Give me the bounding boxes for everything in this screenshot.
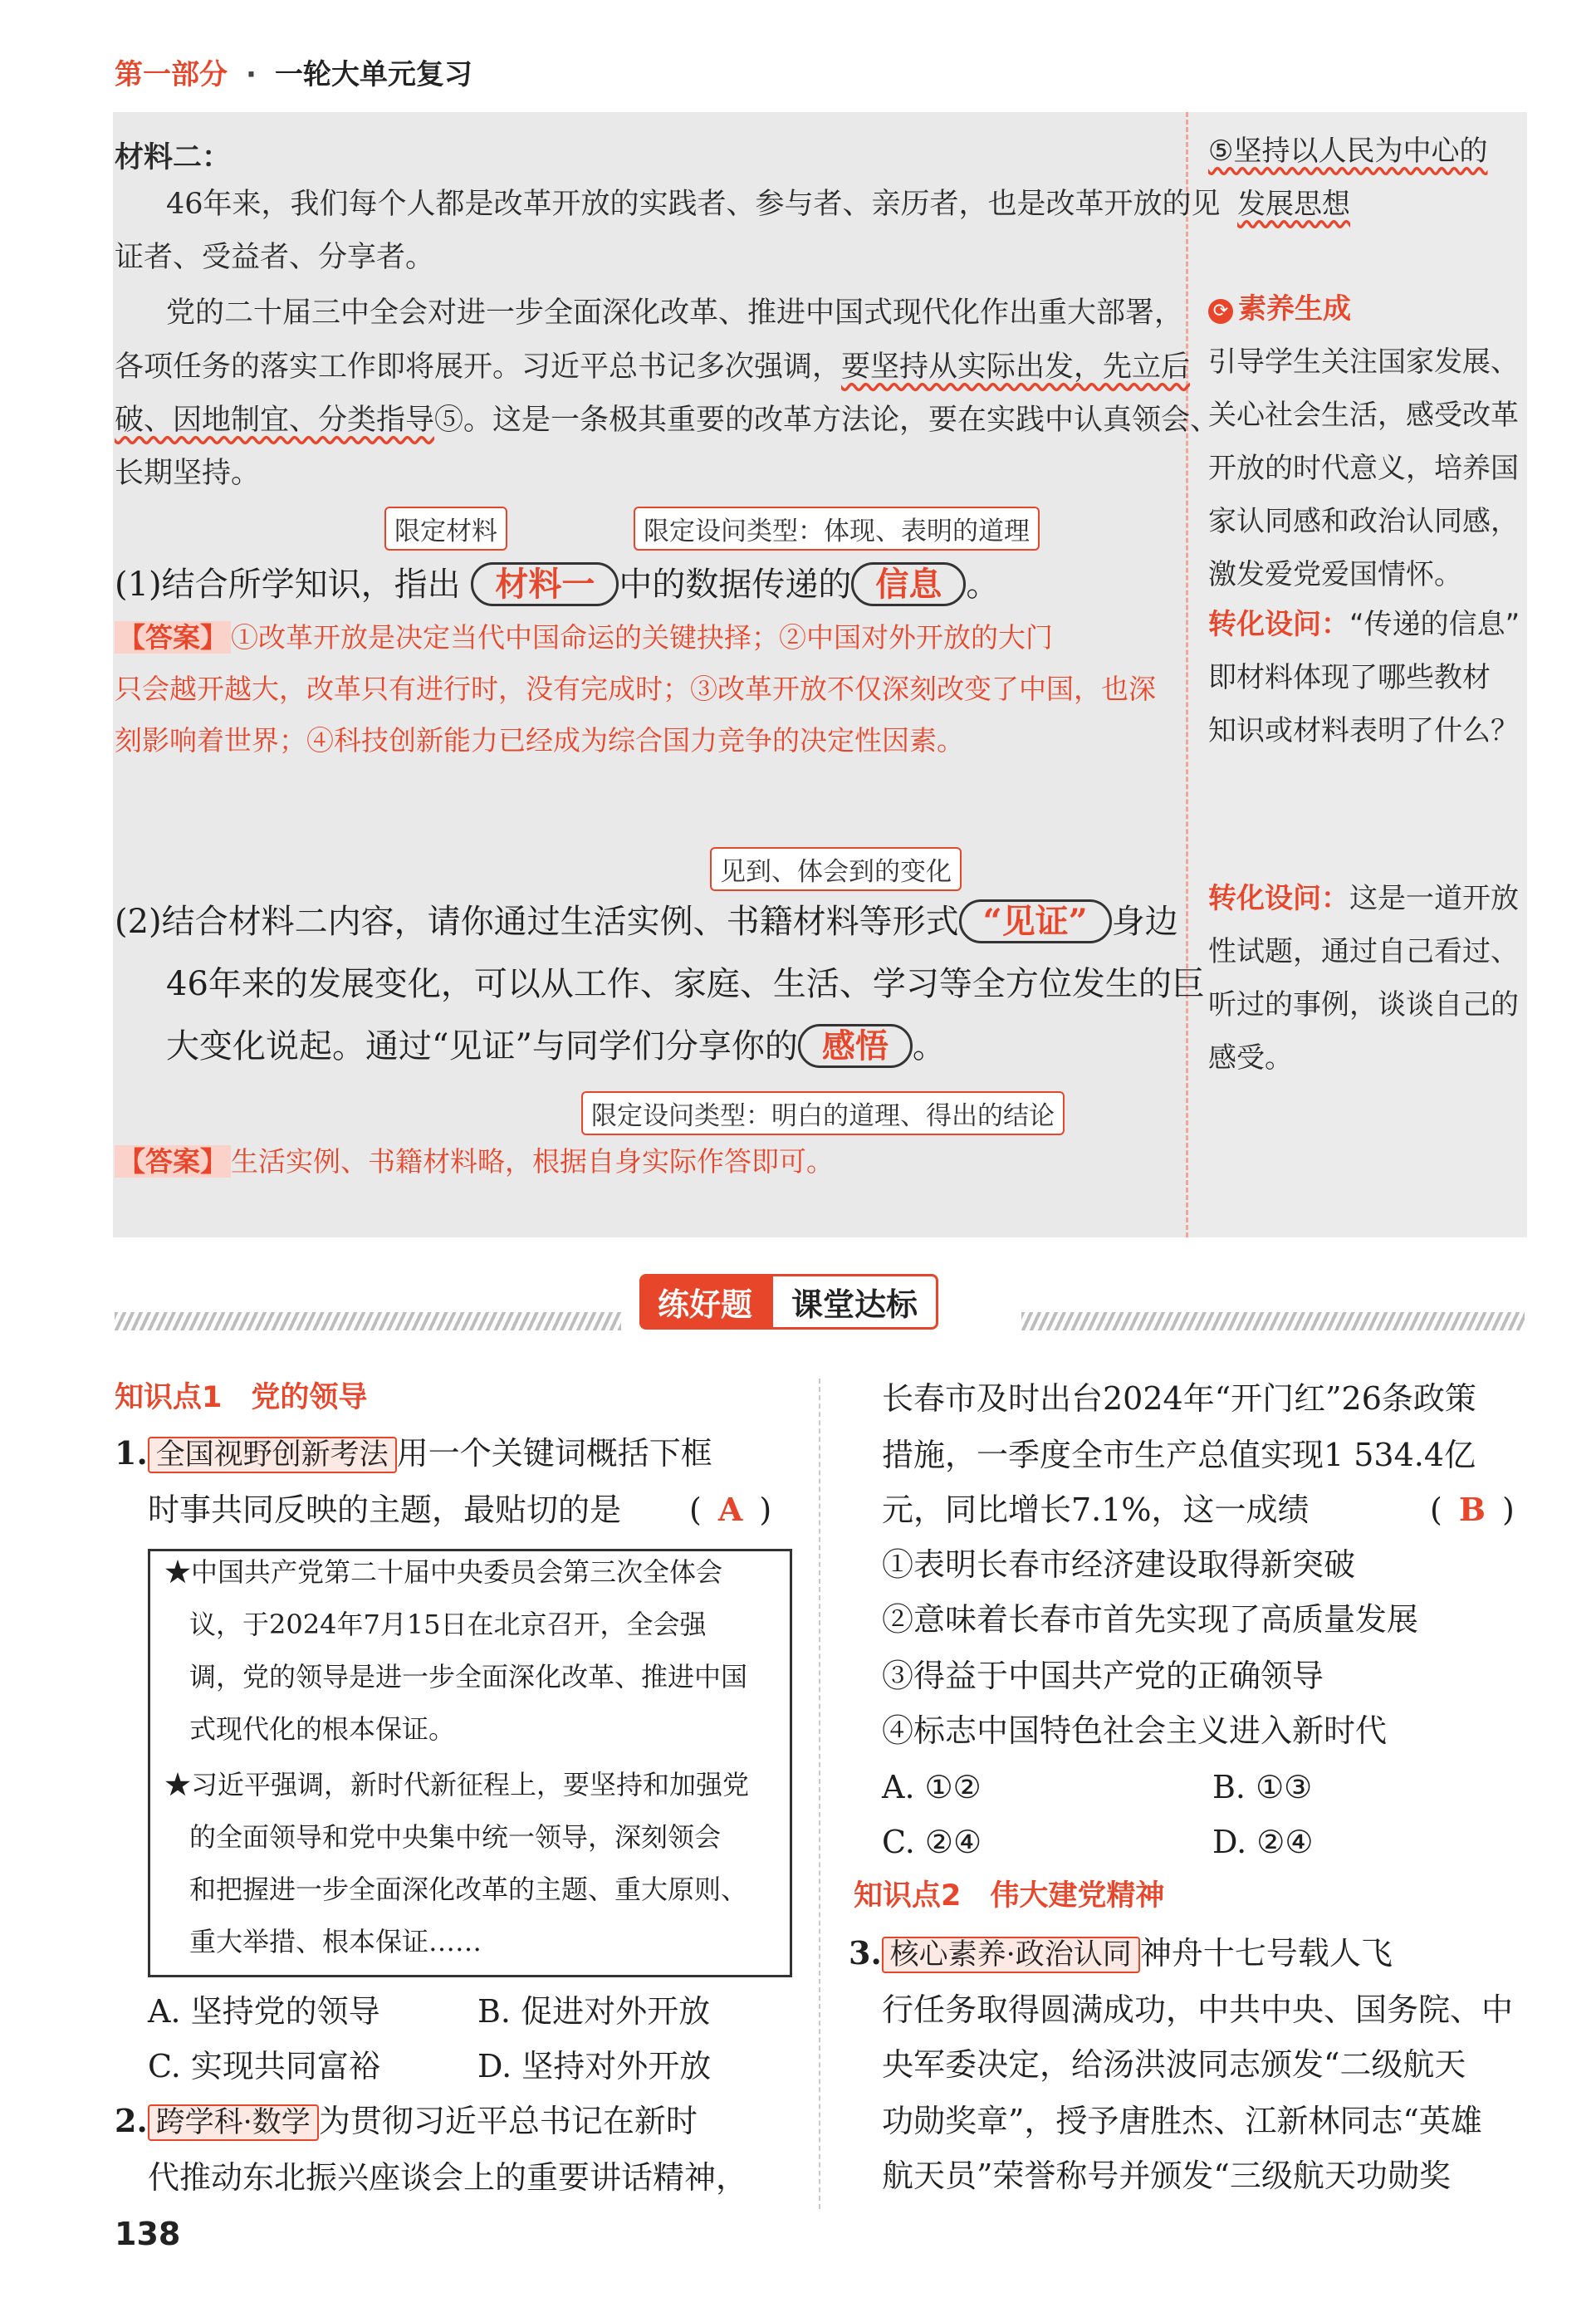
mc-question-3-line3: 央军委决定，给汤洪波同志颁发“二级航天 bbox=[882, 2046, 1466, 2083]
question-1-text-a: (1)结合所学知识，指出 bbox=[115, 566, 461, 604]
mc-question-2-line5: 元，同比增长7.1%，这一成绩 bbox=[882, 1492, 1310, 1528]
mc-question-2-line2: 代推动东北振兴座谈会上的重要讲话精神， bbox=[148, 2159, 748, 2196]
knowledge-point-1: 知识点1 党的领导 bbox=[115, 1381, 368, 1414]
mc-question-2-line4: 措施，一季度全市生产总值实现1 534.4亿 bbox=[882, 1437, 1476, 1473]
annotation-limit-question-type: 限定设问类型：体现、表明的道理 bbox=[634, 507, 1040, 551]
mc-question-3-line4: 功勋奖章”，授予唐胜杰、江新林同志“英雄 bbox=[882, 2103, 1482, 2139]
mc-question-2-option-d[interactable]: D. ②④ bbox=[1212, 1824, 1314, 1860]
material-key-phrase-a: 要坚持从实际出发，先立后 bbox=[841, 350, 1191, 384]
sidebar-note-5-line1 bbox=[1208, 125, 1487, 178]
conversion-2-label: 转化设问： bbox=[1208, 882, 1349, 915]
circled-keyword-info: 信息 bbox=[851, 562, 966, 606]
column-divider bbox=[819, 1379, 820, 2209]
conversion-1-line1 bbox=[1208, 598, 1520, 651]
sidebar-note-5-line2 bbox=[1237, 178, 1350, 231]
mc-question-2-option-a[interactable]: A. ①② bbox=[882, 1769, 982, 1805]
literacy-line5: 激发爱党爱国情怀。 bbox=[1208, 558, 1462, 591]
material-para2-line2-a: 各项任务的落实工作即将展开。习近平总书记多次强调， bbox=[115, 350, 842, 384]
mc-question-2-line3: 长春市及时出台2024年“开门红”26条政策 bbox=[882, 1380, 1476, 1417]
conversion-1-text: “传递的信息” bbox=[1349, 608, 1520, 641]
news-box-line3: 调，党的领导是进一步全面深化改革、推进中国 bbox=[189, 1661, 748, 1692]
question-2-text-c: 大变化说起。通过“见证”与同学们分享你的 bbox=[166, 1027, 798, 1065]
circled-keyword-feeling: 感悟 bbox=[798, 1024, 913, 1068]
question-1 bbox=[115, 553, 999, 616]
banner-left: 练好题 bbox=[639, 1274, 771, 1330]
page-header bbox=[115, 51, 472, 92]
banner-stripe-right bbox=[1021, 1312, 1525, 1330]
mc-question-2-answer-letter: B bbox=[1458, 1491, 1486, 1528]
material-para1-line2: 证者、受益者、分享者。 bbox=[115, 241, 435, 274]
mc-question-3-line5: 航天员”荣誉称号并颁发“三级航天功勋奖 bbox=[882, 2158, 1451, 2194]
answer-2-text: 生活实例、书籍材料略，根据自身实际作答即可。 bbox=[231, 1145, 834, 1178]
question-2-text-b: 身边 bbox=[1111, 903, 1178, 941]
literacy-icon: ⟳ bbox=[1208, 299, 1233, 324]
mc-question-3-line2: 行任务取得圆满成功，中共中央、国务院、中 bbox=[882, 1991, 1514, 2028]
question-1-text-b: 中的数据传递的 bbox=[619, 566, 852, 604]
annotation-seen-changes: 见到、体会到的变化 bbox=[710, 847, 962, 891]
mc-question-2-number: 2. bbox=[115, 2102, 148, 2139]
mc-question-1-answer-letter: A bbox=[717, 1491, 743, 1528]
banner-right: 课堂达标 bbox=[771, 1274, 938, 1330]
news-box-line1: ★中国共产党第二十届中央委员会第三次全体会 bbox=[164, 1556, 723, 1588]
answer-1-line3: 刻影响着世界；④科技创新能力已经成为综合国力竞争的决定性因素。 bbox=[115, 724, 964, 757]
sidebar-note-5-a: ⑤坚持以人民为中心的 bbox=[1208, 135, 1488, 168]
statement-2: ②意味着长春市首先实现了高质量发展 bbox=[882, 1601, 1419, 1638]
answer-2 bbox=[115, 1136, 834, 1187]
question-1-text-c: 。 bbox=[966, 566, 1000, 604]
material-heading: 材料二： bbox=[115, 141, 232, 174]
news-box-line7: 和把握进一步全面深化改革的主题、重大原则、 bbox=[189, 1874, 748, 1905]
mc-question-1-option-c[interactable]: C. 实现共同富裕 bbox=[148, 2048, 380, 2084]
news-box-line8: 重大举措、根本保证…… bbox=[189, 1926, 482, 1957]
answer-2-tag: 【答案】 bbox=[115, 1145, 231, 1178]
conversion-1-line3: 知识或材料表明了什么？ bbox=[1208, 714, 1519, 747]
material-key-phrase-b: 破、因地制宜、分类指导 bbox=[115, 404, 435, 437]
question-2-line2: 46年来的发展变化，可以从工作、家庭、生活、学习等全方位发生的巨 bbox=[166, 965, 1205, 1003]
literacy-line1: 引导学生关注国家发展、 bbox=[1208, 345, 1519, 379]
mc-question-2-option-b[interactable]: B. ①③ bbox=[1212, 1769, 1313, 1805]
conversion-2-text: 这是一道开放 bbox=[1349, 882, 1519, 915]
answer-1-tag: 【答案】 bbox=[115, 621, 231, 654]
literacy-line2: 关心社会生活，感受改革 bbox=[1208, 399, 1519, 432]
statement-1: ①表明长春市经济建设取得新突破 bbox=[882, 1546, 1356, 1583]
answer-1-line2: 只会越开越大，改革只有进行时，没有完成时；③改革开放不仅深刻改变了中国，也深 bbox=[115, 673, 1156, 705]
banner-stripe-left bbox=[115, 1312, 621, 1330]
mc-question-1-line1 bbox=[115, 1425, 712, 1483]
mc-question-1-answer: ( A ) bbox=[689, 1491, 772, 1528]
question-2-line3 bbox=[166, 1015, 946, 1078]
annotation-limit-material: 限定材料 bbox=[384, 507, 507, 551]
sidebar-note-5-b: 发展思想 bbox=[1237, 188, 1350, 221]
question-2-text-d: 。 bbox=[912, 1027, 946, 1065]
circled-keyword-witness: “见证” bbox=[959, 899, 1112, 943]
mc-question-2-line1 bbox=[115, 2093, 698, 2151]
conversion-1-label: 转化设问： bbox=[1208, 608, 1349, 641]
mc-question-3-line1 bbox=[849, 1925, 1393, 1983]
conversion-2-line2: 性试题，通过自己看过、 bbox=[1208, 935, 1519, 968]
header-title: 一轮大单元复习 bbox=[274, 58, 472, 91]
header-part: 第一部分 bbox=[115, 58, 228, 91]
knowledge-point-2: 知识点2 伟大建党精神 bbox=[854, 1879, 1165, 1913]
literacy-line3: 开放的时代意义，培养国 bbox=[1208, 452, 1519, 485]
question-2-line1 bbox=[115, 890, 1178, 953]
statement-4: ④标志中国特色社会主义进入新时代 bbox=[882, 1712, 1388, 1749]
mc-question-2-option-c[interactable]: C. ②④ bbox=[882, 1824, 982, 1860]
section-banner bbox=[639, 1274, 938, 1332]
mc-question-3-number: 3. bbox=[849, 1934, 882, 1972]
mc-question-2-tag: 跨学科·数学 bbox=[148, 2104, 319, 2141]
mc-question-3-text-1: 神舟十七号载人飞 bbox=[1139, 1935, 1393, 1972]
mc-question-1-option-a[interactable]: A. 坚持党的领导 bbox=[148, 1993, 380, 2030]
mc-question-1-option-d[interactable]: D. 坚持对外开放 bbox=[477, 2048, 712, 2084]
question-2-text-a: (2)结合材料二内容，请你通过生活实例、书籍材料等形式 bbox=[115, 903, 959, 941]
news-box-line6: 的全面领导和党中央集中统一领导，深刻领会 bbox=[189, 1821, 722, 1853]
literacy-line4: 家认同感和政治认同感， bbox=[1208, 505, 1519, 538]
material-para2-line1: 党的二十届三中全会对进一步全面深化改革、推进中国式现代化作出重大部署， bbox=[166, 296, 1184, 330]
material-para2-line2 bbox=[115, 340, 1190, 394]
mc-question-3-tag: 核心素养·政治认同 bbox=[882, 1937, 1140, 1973]
mc-question-1-text-1: 用一个关键词概括下框 bbox=[396, 1435, 712, 1472]
mc-question-1-option-b[interactable]: B. 促进对外开放 bbox=[477, 1993, 711, 2030]
circled-keyword-material-one: 材料一 bbox=[471, 562, 619, 606]
news-box-line5: ★习近平强调，新时代新征程上，要坚持和加强党 bbox=[164, 1769, 750, 1800]
annotation-limit-question-type-2: 限定设问类型：明白的道理、得出的结论 bbox=[581, 1091, 1065, 1135]
material-para1-line1: 46年来，我们每个人都是改革开放的实践者、参与者、亲历者，也是改革开放的见 bbox=[166, 188, 1221, 221]
conversion-1-line2: 即材料体现了哪些教材 bbox=[1208, 661, 1491, 694]
conversion-2-line4: 感受。 bbox=[1208, 1041, 1293, 1075]
mc-question-2-answer: ( B ) bbox=[1430, 1491, 1515, 1528]
material-para2-line3-b: ⑤。这是一条极其重要的改革方法论，要在实践中认真领会、 bbox=[434, 404, 1220, 437]
material-para2-line3 bbox=[115, 394, 1219, 447]
news-box-line4: 式现代化的根本保证。 bbox=[189, 1713, 456, 1745]
material-para2-line4: 长期坚持。 bbox=[115, 457, 261, 490]
header-dot: · bbox=[246, 58, 257, 91]
statement-3: ③得益于中国共产党的正确领导 bbox=[882, 1658, 1324, 1694]
mc-question-2-text-1: 为贯彻习近平总书记在新时 bbox=[318, 2103, 698, 2139]
literacy-title-text: 素养生成 bbox=[1238, 292, 1351, 326]
literacy-title bbox=[1208, 282, 1351, 336]
answer-1-text-1: ①改革开放是决定当代中国命运的关键抉择；②中国对外开放的大门 bbox=[231, 621, 1053, 654]
mc-question-1-number: 1. bbox=[115, 1434, 148, 1472]
mc-question-1-line2: 时事共同反映的主题，最贴切的是 bbox=[148, 1492, 622, 1528]
answer-1-line1 bbox=[115, 612, 1053, 663]
conversion-2-line3: 听过的事例，谈谈自己的 bbox=[1208, 988, 1519, 1021]
conversion-2-line1 bbox=[1208, 872, 1519, 925]
news-box-line2: 议，于2024年7月15日在北京召开，全会强 bbox=[189, 1609, 707, 1640]
mc-question-1-tag: 全国视野创新考法 bbox=[148, 1437, 397, 1473]
page-number: 138 bbox=[115, 2216, 181, 2252]
